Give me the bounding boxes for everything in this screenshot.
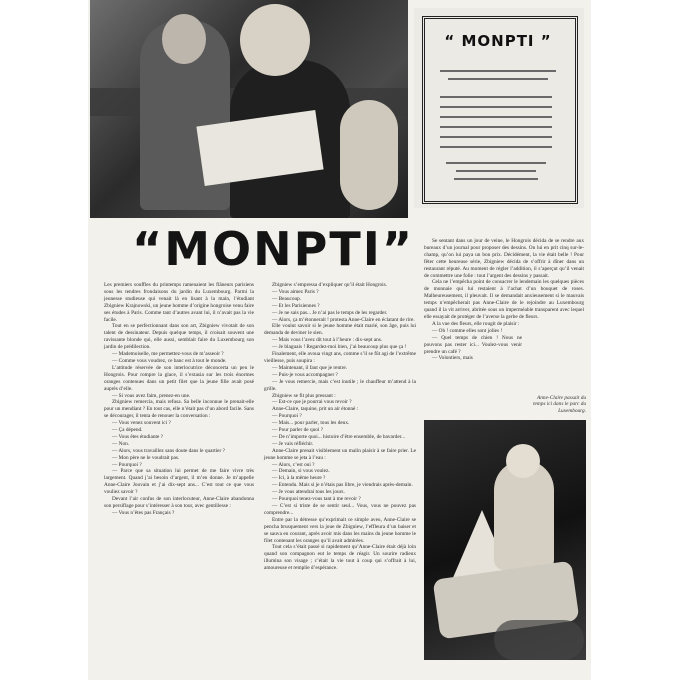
paragraph: Anne-Claire prenait visiblement un malin plaisir à se faire prier. Le jeune homme se jeta à l’eau : [264, 447, 416, 461]
paragraph: — Pourquoi ? [272, 413, 302, 420]
paragraph: Zbigniew s’empressa d’expliquer qu’il était Hongrois. [272, 282, 388, 288]
credits-title: “ MONPTI ” [444, 32, 552, 50]
credits-line [440, 136, 552, 138]
paragraph: — Pour parler de quoi ? [272, 427, 324, 434]
paragraph: — Est-ce que je pourrai vous revoir ? [272, 399, 352, 406]
paragraph: — Mon père ne le voudrait pas. [112, 454, 180, 461]
paragraph: Finalement, elle avoua vingt ans, comme s’il se fût agi de l’extrême vieillesse, puis soupira : [264, 351, 416, 364]
top-photo-couple [90, 0, 408, 218]
paragraph: — Vous êtes étudiante ? [112, 433, 163, 440]
paragraph: — Je vais réfléchir. [272, 440, 314, 447]
credits-line [440, 126, 552, 128]
paragraph: — Si vous avez faim, prenez-en une. [112, 392, 191, 399]
paragraph: Zbigniew se fit plus pressant : [272, 392, 336, 399]
paragraph: — Alors, ça m’étonnerait ! protesta Anne-Claire en éclatant de rire. [272, 316, 415, 323]
paragraph: — Parce que sa situation lui permet de me faire vivre très largement. Quand j’ai besoin d’argent, il m’en donne. Je m’appelle Anne-Claire Jouvain et j’ai dix-sept ans... C’est tout ce que vous vouliez savoir ? [104, 468, 254, 496]
man-head [162, 14, 206, 64]
paragraph: — Vous n’êtes pas Français ? [112, 509, 175, 516]
leaves-shape [494, 620, 584, 660]
paragraph: — Alors, c’est oui ? [272, 461, 315, 468]
paragraph: — Comme vous voudrez, ce banc est à tout le monde. [112, 357, 227, 364]
wheel-shape [340, 100, 398, 210]
paragraph: Zbigniew remercia, mais refusa. Sa belle inconnue le prenait-elle pour un mendiant ? En tout cas, elle n’était pas d’un abord facile. Sans se décourager, il tenta de renouer la conversation : [104, 399, 254, 420]
paragraph: — Maintenant, il faut que je rentre. [272, 364, 348, 371]
paragraph: — Mais vous l’avez dit tout à l’heure : dix-sept ans. [272, 337, 383, 344]
paragraph: — C’est si triste de se sentir seul... Vous, vous ne pouvez pas comprendre... [264, 503, 416, 516]
paragraph: A la vue des fleurs, elle rougit de plaisir : [432, 320, 520, 327]
paragraph: Anne-Claire, taquine, prit un air étonné : [272, 406, 359, 413]
credits-box [414, 8, 584, 208]
photo-caption: Anne-Claire passait du temps ici dans le parc du Luxembourg. [533, 395, 586, 414]
paragraph: Cela ne l’empêcha point de consacrer le lendemain les quelques pièces de monnaie qui lui restaient à l’achat d’un bouquet de roses. Malheureusement, il pleuvait. Il se demandait anxieusement si le mauvais temps n’empêcherait pas Anne-Claire de le rejoindre au Luxembourg quand il la vit arriver, abritée sous un imperméable transparent avec lequel elle essayait de protéger de l’averse la gerbe de fleurs. [424, 279, 584, 320]
credits-line [456, 170, 536, 172]
credits-line [448, 78, 548, 80]
paragraph: — Quel temps de chien ! Nous ne pouvons pas rester ici... Voulez-vous venir prendre un café ? [424, 334, 522, 355]
credits-line [440, 106, 552, 108]
credits-line [454, 178, 538, 180]
paragraph: — Je ne sais pas... Je n’ai pas le temps de les regarder. [272, 309, 388, 316]
paragraph: — Entendu. Mais si je n’étais pas libre, je viendrais après-demain. [272, 482, 413, 489]
paragraph: Devant l’air confus de son interlocuteur, Anne-Claire abandonna son persiflage pour s’intéresser à son tour, avec gentillesse : [104, 496, 254, 509]
text-column-3 [424, 238, 584, 362]
text-column-2 [264, 282, 416, 572]
paragraph: — Beaucoup. [272, 295, 302, 302]
paragraph: L’attitude réservée de son interlocutrice déconcerta un peu le Hongrois. Pour rompre la glace, il s’extasia sur les trois énormes oranges contenues dans un petit filet que la jeune fille avait posé auprès d’elle. [104, 364, 254, 392]
magazine-page [88, 0, 591, 680]
paragraph: — Pourquoi ? [112, 461, 142, 468]
paragraph: — Mademoiselle, me permettez-vous de m’asseoir ? [112, 351, 224, 358]
paragraph: — Oh ! comme elles sont jolies ! [432, 327, 503, 334]
paragraph: Elle voulut savoir si le jeune homme était marié, son âge, puis lui demanda de deviner le sien. [264, 323, 416, 337]
paragraph: Les premiers souffles du printemps ramenaient les flâneurs parisiens sous les tendres frondaisons du jardin du Luxembourg. Parmi la jeunesse studieuse qui venait là en lisant à la main, l’étudiant Zbigniew Krajnowski, un jeune homme d’origine hongroise venu faire ses études à Paris. Comme tant d’autres avant lui, il n’avait pas la vie facile. [104, 282, 254, 323]
paragraph: — Alors, vous travaillez sans doute dans le quartier ? [112, 447, 225, 454]
credits-line [440, 146, 552, 148]
article-headline: “MONPTI” [132, 222, 415, 276]
paragraph: — Demain, si vous voulez. [272, 468, 330, 475]
paragraph: — De n’importe quoi... histoire d’être ensemble, de bavarder... [272, 433, 406, 440]
paragraph: Se sentant dans un jour de veine, le Hongrois décida de se rendre aux bureaux d’un journal pour proposer des dessins. On lui en prit cinq sur-le-champ, qu’on lui paya un bon prix. Décidément, la vie était belle ! Pour fêter cette heureuse série, Zbigniew décida de s’offrir à dîner dans un restaurant réputé. Au moment de régler l’addition, il s’aperçut qu’il venait de commettre une folie : tout l’argent des dessins y passait. [424, 238, 584, 279]
credits-line [440, 96, 552, 98]
paragraph: — Et les Parisiennes ? [272, 302, 320, 309]
paragraph: — Mais... pour parler, tous les deux. [272, 420, 350, 427]
credits-line [446, 162, 546, 164]
girl-head [506, 444, 540, 478]
credits-line [440, 116, 552, 118]
paragraph: — Ici, à la même heure ? [272, 475, 326, 482]
paragraph: — Je blaguais ! Regardez-moi bien, j’ai beaucoup plus que ça ! [272, 344, 407, 351]
paragraph: Tout cela s’était passé si rapidement qu’Anne-Claire était déjà loin quand son compagnon eut le temps de réagir. Un sourire radieux illumina son visage ; c’était la vie tout à coup qui s’offrait à lui, amoureuse et remplie d’espérance. [264, 544, 416, 572]
paragraph: — Ça dépend. [112, 427, 143, 434]
bottom-photo-girl-with-boat [424, 420, 586, 660]
paragraph: — Pourquoi tenez-vous tant à me revoir ? [272, 496, 361, 503]
paragraph: — Volontiers, mais [432, 355, 473, 362]
credits-line [440, 70, 556, 72]
paragraph: — Puis-je vous accompagner ? [272, 371, 338, 378]
paragraph: — Vous venez souvent ici ? [112, 420, 171, 427]
woman-head [240, 4, 310, 76]
paragraph: Entre par la détresse qu’exprimait ce simple aveu, Anne-Claire se pencha brusquement vers la joue de Zbigniew, l’effleura d’un baiser et se sauva en courant, après avoir mis dans les mains du jeune homme le filet contenant les oranges qu’il avait admirées. [264, 516, 416, 544]
paragraph: — Vous aimez Paris ? [272, 288, 319, 295]
paragraph: — Non. [112, 440, 130, 447]
paragraph: — Je vous remercie, mais c’est inutile ; le chauffeur m’attend à la grille. [264, 378, 416, 392]
paragraph: Tout en se perfectionnant dans son art, Zbigniew vivotait de son talent de dessinateur. Depuis quelque temps, il croisait souvent une ravissante blonde qui, elle aussi, semblait faire du Luxembourg son jardin de prédilection. [104, 323, 254, 351]
paragraph: — Je vous attendrai tous les jours. [272, 489, 345, 496]
text-column-1 [104, 282, 254, 517]
